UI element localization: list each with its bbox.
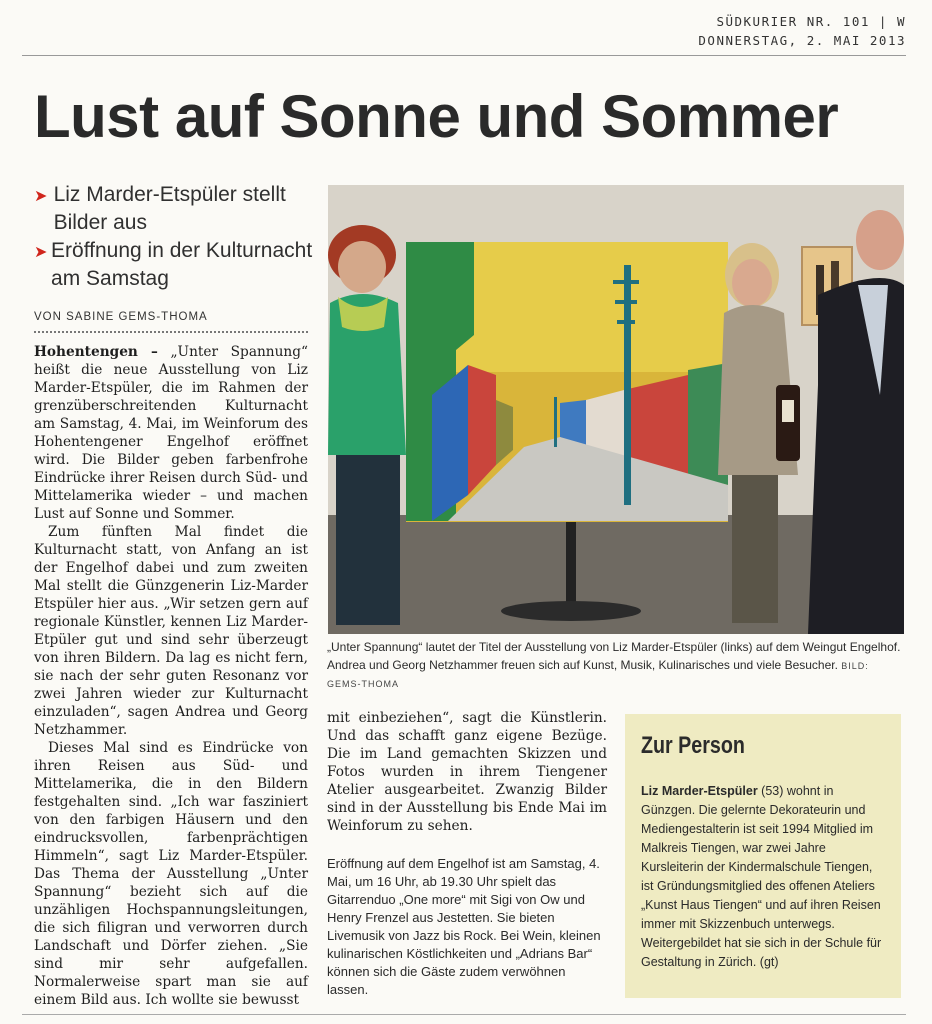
- subheads: [34, 181, 324, 293]
- top-rule: [22, 55, 906, 56]
- arrow-right-icon: ➤: [34, 244, 48, 261]
- article-photo: [328, 185, 904, 634]
- subhead-text: Eröffnung in der Kulturnacht am Samstag: [51, 239, 313, 290]
- person-box-text: Liz Marder-Etspüler (53) wohnt in Günzgen. Die gelernte Dekorateurin und Mediengestalterin ist seit 1994 Mitglied im Malkreis Tiengen, war zwei Jahre Kursleiterin der Kindermalschule Tiengen, ist Gründungsmitglied des offenen Ateliers „Kunst Haus Tiengen“ und auf ihren Reisen immer mit Skizzenbuch unterwegs. Weitergebildet hat sie sich in der Schule für Gestaltung in Zürich. (gt): [641, 784, 882, 969]
- photo-caption: [327, 639, 905, 694]
- masthead-date: DONNERSTAG, 2. MAI 2013: [698, 33, 906, 48]
- article-paragraph: Hohentengen – „Unter Spannung“ heißt die neue Ausstellung von Liz Marder-Etspüler, die im Rahmen der grenzüberschreitenden Kulturnacht am Samstag, 4. Mai, im Weinforum des Hohentengener Engelhof eröffnet wird. Die Bilder geben farbenfrohe Eindrücke ihrer Reisen durch Süd- und Mittelamerika wieder – und machen Lust auf Sonne und Sommer.: [34, 344, 309, 522]
- person-info-box: [625, 714, 901, 998]
- article-column-2: [327, 709, 607, 835]
- article-paragraph: mit einbeziehen“, sagt die Künstlerin. Und das schafft ganz eigene Bezüge. Die im Land gemachten Skizzen und Fotos wurden in ihrem Tiengener Atelier ausgearbeitet. Zwanzig Bilder sind in der Ausstellung bis Ende Mai im Weinforum zu sehen.: [327, 710, 607, 834]
- arrow-right-icon: ➤: [34, 188, 48, 205]
- masthead-paper-issue: SÜDKURIER NR. 101 | W: [716, 14, 906, 29]
- dateline: Hohentengen –: [34, 344, 158, 360]
- subhead-2: [34, 237, 324, 293]
- masthead: [698, 12, 906, 50]
- byline-divider: [34, 331, 308, 333]
- person-box-title: Zur Person: [641, 732, 745, 759]
- photo-illustration: [328, 185, 904, 634]
- subhead-1: [34, 181, 324, 237]
- event-info: Eröffnung auf dem Engelhof ist am Samstag, 4. Mai, um 16 Uhr, ab 19.30 Uhr spielt das Gitarrenduo „One more“ mit Sigi von Ow und Henry Frenzel aus Jestetten. Sie bieten Livemusik von Jazz bis Rock. Bei Wein, kleinen kulinarischen Köstlichkeiten und „Adrians Bar“ können sich die Gäste zudem verwöhnen lassen.: [327, 856, 601, 997]
- headline: Lust auf Sonne und Sommer: [34, 83, 839, 150]
- byline: VON SABINE GEMS-THOMA: [34, 311, 208, 323]
- caption-text: „Unter Spannung“ lautet der Titel der Ausstellung von Liz Marder-Etspüler (links) auf dem Weingut Engelhof. Andrea und Georg Netzhammer freuen sich auf Kunst, Musik, Kulinarisches und viele Besucher.: [327, 640, 901, 672]
- person-name: Liz Marder-Etspüler: [641, 784, 758, 798]
- article-paragraph: Dieses Mal sind es Eindrücke von ihren Reisen aus Süd- und Mittelamerika, die in den Bildern festgehalten sind. „Ich war fasziniert von den farbigen Häusern und den eindrucksvollen, farbenprächtigen Himmeln“, sagt Liz Marder-Etspüler. Das Thema der Ausstellung „Unter Spannung“ bezieht sich auf die unzähligen Hochspannungsleitungen, die sich filigran und verworren durch Landschaft und Dörfer ziehen. „Sie sind mir sehr aufgefallen. Normalerweise spart man sie auf einem Bild aus. Ich wollte sie bewusst: [34, 740, 308, 1008]
- article-column-1: [34, 343, 308, 1009]
- article-paragraph: Zum fünften Mal findet die Kulturnacht statt, von Anfang an ist der Engelhof dabei und zum zweiten Mal stellt die Günzgenerin Liz-Marder Etspüler hier aus. „Wir setzen gern auf regionale Künstler, kennen Liz Marder-Etpüler gut und sind sehr überzeugt von ihren Bildern. Da lag es nicht fern, sie nach der sehr guten Resonanz vor zwei Jahren wieder zur Kulturnacht einzuladen“, sagen Andrea und Georg Netzhammer.: [34, 524, 308, 738]
- subhead-text: Liz Marder-Etspüler stellt Bilder aus: [53, 183, 286, 234]
- photo-credit: BILD: GEMS-THOMA: [327, 660, 869, 689]
- bottom-rule: [22, 1014, 906, 1015]
